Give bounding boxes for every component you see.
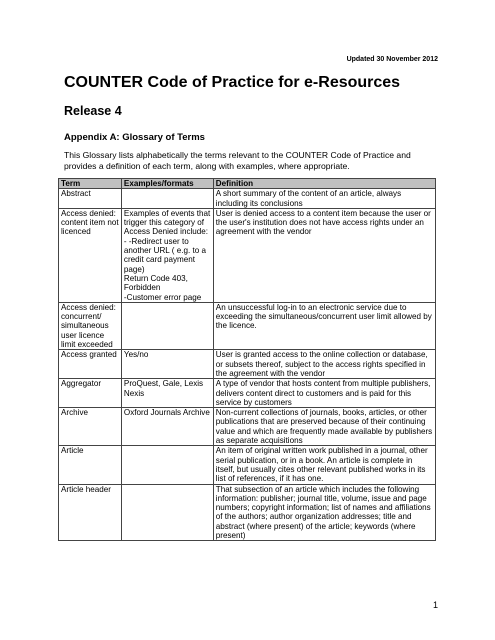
term-cell: Access denied: content item not licenced [59, 208, 122, 302]
table-row [59, 379, 436, 408]
definition-cell: An unsuccessful log-in to an electronic service due to exceeding the simultaneous/concurrent user limit allowed by the licence. [213, 302, 435, 349]
examples-cell: Yes/no [121, 350, 213, 379]
table-row [59, 446, 436, 484]
term-cell: Aggregator [59, 379, 122, 408]
examples-cell [121, 446, 213, 484]
updated-date: Updated 30 November 2012 [346, 56, 438, 63]
appendix-heading: Appendix A: Glossary of Terms [64, 132, 205, 143]
examples-cell [121, 189, 213, 209]
table-row [59, 302, 436, 349]
table-row [59, 189, 436, 209]
document-title: COUNTER Code of Practice for e-Resources [64, 74, 401, 91]
definition-cell: Non-current collections of journals, books, articles, or other publications that are preserved because of their continuing value and which are frequently made available by publishers as separate acquisitions [213, 408, 435, 446]
term-cell: Archive [59, 408, 122, 446]
definition-cell: User is denied access to a content item because the user or the user's institution does not have access rights under an agreement with the vendor [213, 208, 435, 302]
examples-cell [121, 484, 213, 541]
glossary-table [58, 178, 436, 541]
definition-cell: A type of vendor that hosts content from multiple publishers, delivers content direct to customers and is paid for this service by customers [213, 379, 435, 408]
release-heading: Release 4 [64, 104, 122, 118]
examples-cell: Oxford Journals Archive [121, 408, 213, 446]
examples-cell: ProQuest, Gale, Lexis Nexis [121, 379, 213, 408]
page-number: 1 [432, 600, 438, 610]
header-definition: Definition [213, 179, 435, 189]
table-row [59, 208, 436, 302]
term-cell: Access denied: concurrent/ simultaneous user licence limit exceeded [59, 302, 122, 349]
intro-paragraph: This Glossary lists alphabetically the terms relevant to the COUNTER Code of Practice and provides a definition of each term, along with examples, where appropriate. [64, 150, 411, 171]
table-row [59, 350, 436, 379]
term-cell: Abstract [59, 189, 122, 209]
header-examples: Examples/formats [121, 179, 213, 189]
header-term: Term [59, 179, 122, 189]
definition-cell: A short summary of the content of an article, always including its conclusions [213, 189, 435, 209]
table-row [59, 484, 436, 541]
table-header-row [59, 179, 436, 189]
definition-cell: An item of original written work published in a journal, other serial publication, or in a book. An article is complete in itself, but usually cites other relevant published works in its list of references, if it has one. [213, 446, 435, 484]
examples-cell: Examples of events that trigger this category of Access Denied include: - -Redirect user to another URL ( e.g. to a credit card payment page) Return Code 403, Forbidden -Customer error page [121, 208, 213, 302]
definition-cell: That subsection of an article which includes the following information: publisher; journal title, volume, issue and page numbers; copyright information; list of names and affiliations of the authors; author organization addresses; title and abstract (where present) of the article; keywords (where present) [213, 484, 435, 541]
definition-cell: User is granted access to the online collection or database, or subsets thereof, subject to the access rights specified in the agreement with the vendor [213, 350, 435, 379]
examples-cell [121, 302, 213, 349]
term-cell: Access granted [59, 350, 122, 379]
term-cell: Article [59, 446, 122, 484]
table-row [59, 408, 436, 446]
term-cell: Article header [59, 484, 122, 541]
